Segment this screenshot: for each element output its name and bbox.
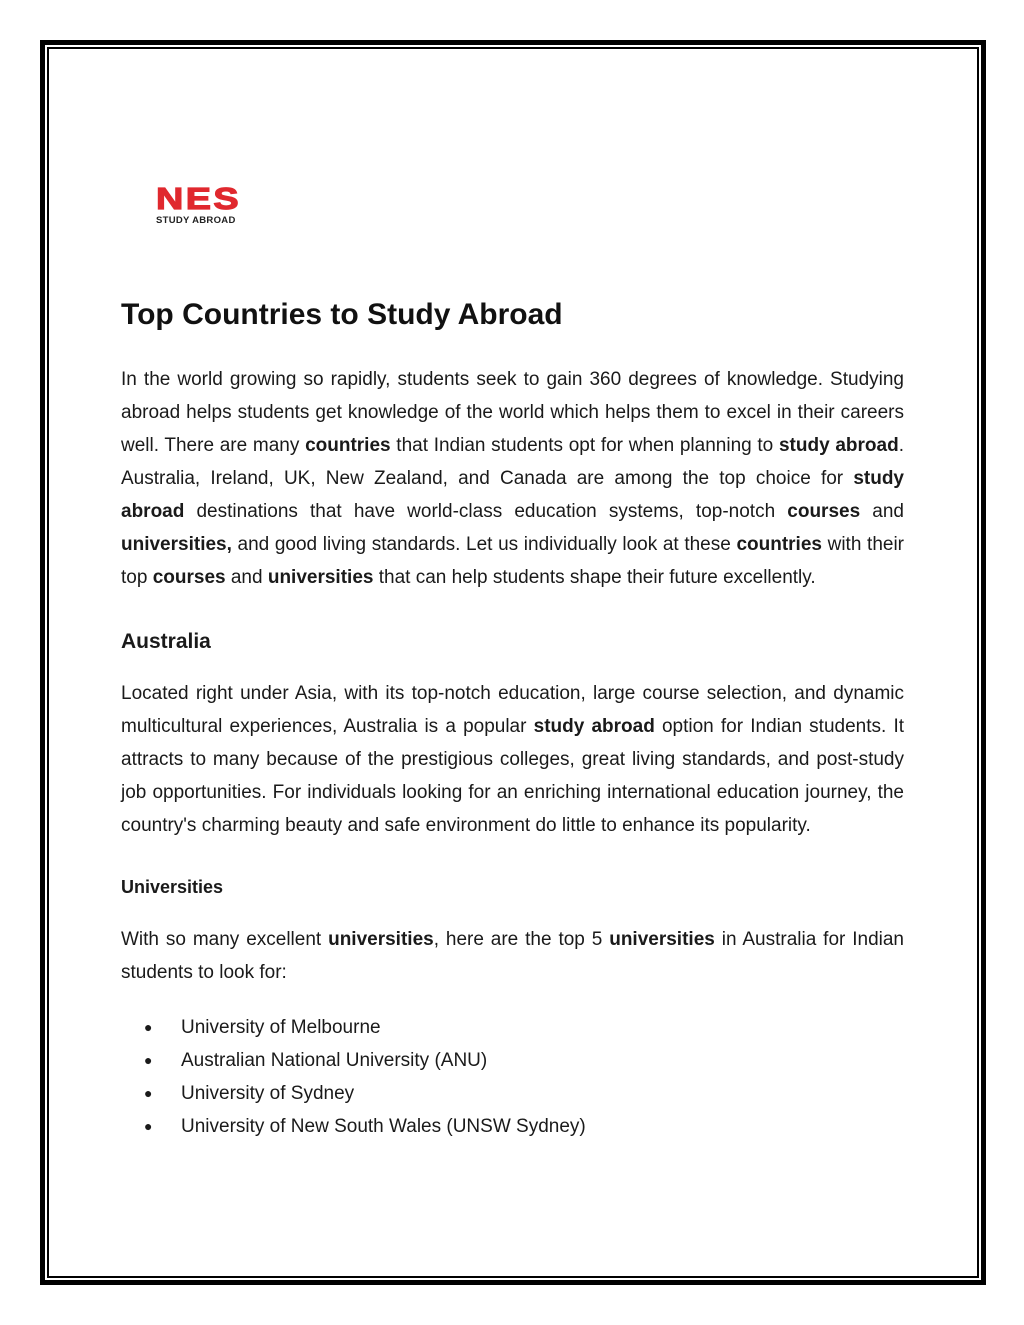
bullet-icon: ● <box>144 1019 153 1035</box>
intro-text: destinations that have world-class education systems, top-notch <box>184 501 788 522</box>
page-title: Top Countries to Study Abroad <box>121 298 563 331</box>
list-item <box>121 1077 904 1110</box>
list-item-label: University of New South Wales (UNSW Sydney) <box>181 1116 586 1137</box>
keyword-study-abroad: study abroad <box>778 435 899 456</box>
document-body <box>121 294 904 1143</box>
bullet-icon: ● <box>144 1118 153 1134</box>
list-item <box>121 1011 904 1044</box>
bullet-icon: ● <box>144 1085 153 1101</box>
list-item-label: University of Melbourne <box>181 1017 381 1038</box>
australia-paragraph <box>121 677 904 842</box>
keyword-study-abroad: study abroad <box>533 716 655 737</box>
universities-text: in Australia for Indian students to look for: <box>121 929 904 983</box>
keyword-courses: courses <box>787 501 861 522</box>
logo-subtitle: STUDY ABROAD <box>156 215 236 226</box>
intro-paragraph <box>121 363 904 594</box>
intro-text: In the world growing so rapidly, students seek to gain 360 degrees of knowledge. Studying abroad helps students get knowledge of the world which helps them to excel in their careers well. There are many <box>121 369 904 456</box>
nes-study-abroad-logo <box>156 181 268 226</box>
australia-text: Located right under Asia, with its top-notch education, large course selection, and dynamic multicultural experiences, Australia is a popular <box>121 683 904 737</box>
australia-text: option for Indian students. It attracts to many because of the prestigious colleges, great living standards, and post-study job opportunities. For individuals looking for an enriching international education journey, the country's charming beauty and safe environment do little to enhance its popularity. <box>121 716 904 836</box>
keyword-universities: universities <box>267 567 374 588</box>
universities-paragraph <box>121 923 904 989</box>
intro-text: . Australia, Ireland, UK, New Zealand, and Canada are among the top choice for <box>121 435 904 489</box>
universities-list <box>121 1011 904 1143</box>
list-item-label: Australian National University (ANU) <box>181 1050 488 1071</box>
intro-text: with their top <box>121 534 905 588</box>
keyword-universities: universities <box>328 929 434 950</box>
keyword-countries: countries <box>305 435 391 456</box>
universities-text: , here are the top 5 <box>433 929 610 950</box>
intro-text: that Indian students opt for when planning to <box>390 435 779 456</box>
universities-text: With so many excellent <box>121 929 329 950</box>
subheading-universities: Universities <box>121 877 224 897</box>
logo-wordmark: NES <box>156 181 242 216</box>
keyword-universities: universities <box>609 929 715 950</box>
keyword-study-abroad: study abroad <box>121 468 904 522</box>
section-heading-australia: Australia <box>121 630 211 653</box>
bullet-icon: ● <box>144 1052 153 1068</box>
list-item <box>121 1044 904 1077</box>
intro-text: that can help students shape their future excellently. <box>373 567 816 588</box>
intro-text: and <box>225 567 268 588</box>
keyword-universities: universities, <box>121 534 232 555</box>
intro-text: and <box>860 501 904 522</box>
keyword-courses: courses <box>152 567 226 588</box>
list-item-label: University of Sydney <box>181 1083 355 1104</box>
keyword-countries: countries <box>736 534 822 555</box>
list-item <box>121 1110 904 1143</box>
intro-text: and good living standards. Let us individually look at these <box>231 534 737 555</box>
